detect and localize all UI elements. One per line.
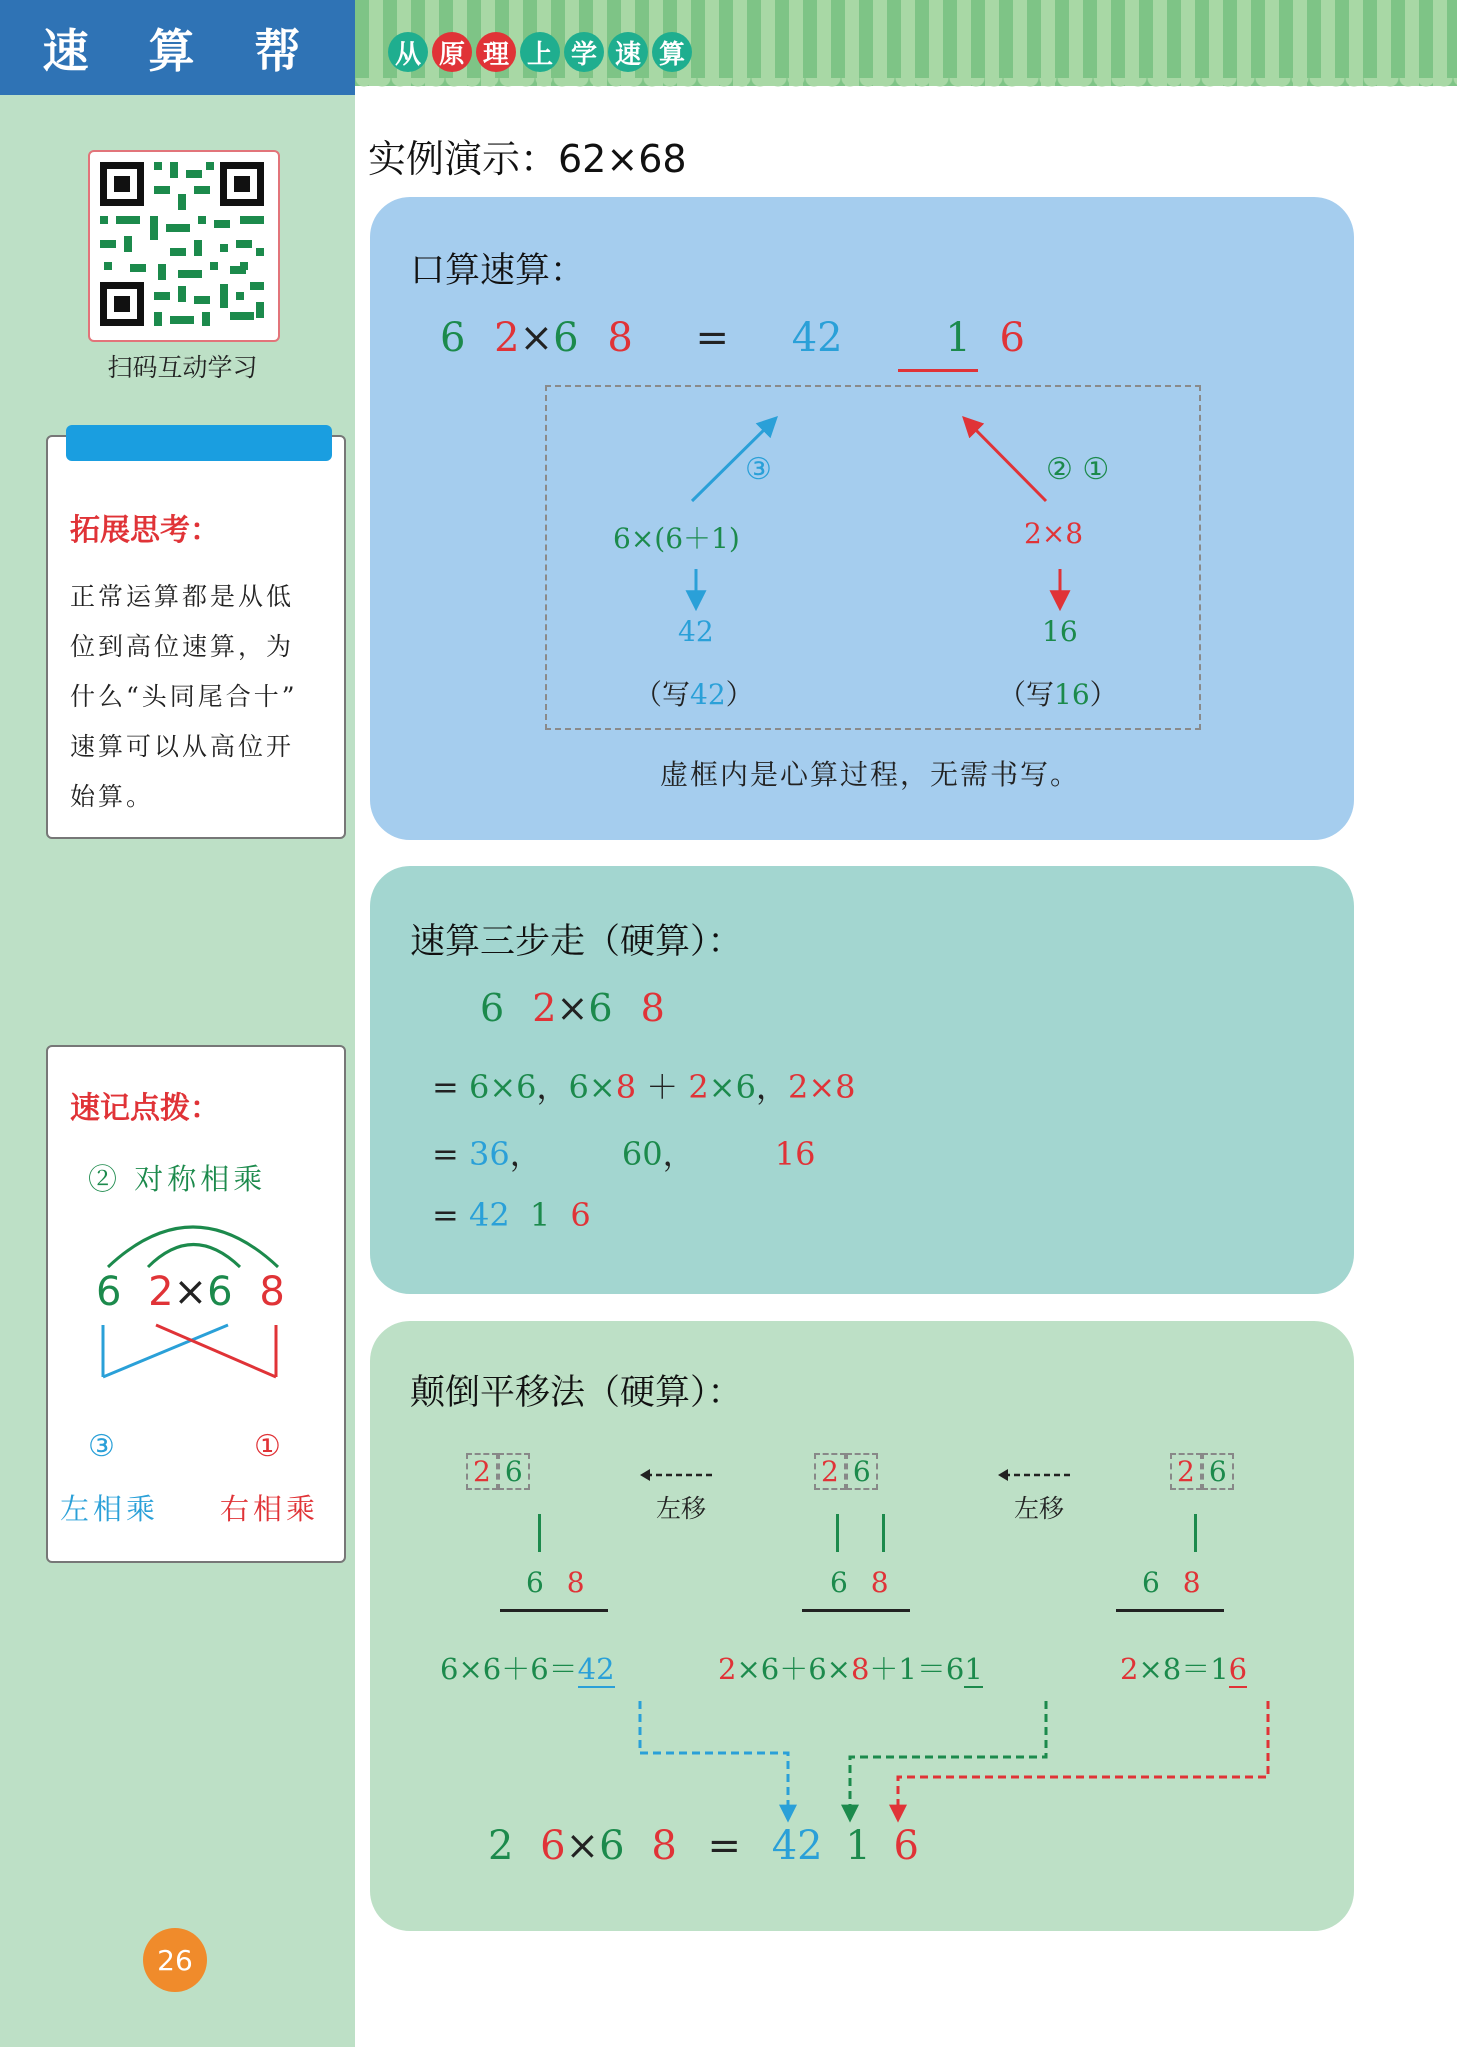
calc-part: 8 — [850, 1652, 870, 1686]
write-open: （写 — [998, 678, 1055, 711]
times-sign: × — [565, 1823, 600, 1869]
right-expr — [1024, 517, 1083, 550]
partial: 2 — [688, 1068, 709, 1106]
sep: ， — [662, 1135, 695, 1173]
equals-sign: = — [695, 315, 729, 361]
expand-title: 拓展思考： — [70, 513, 220, 548]
calc-result: 6 — [1228, 1652, 1248, 1686]
header-chip: 上 — [520, 32, 560, 72]
calc-part: 2 — [1120, 1652, 1139, 1686]
equals-sign: = — [432, 1135, 459, 1173]
expand-line: 始算。 — [70, 782, 155, 811]
panel-title: 口算速算： — [410, 251, 586, 291]
step-circle3: ③ — [745, 452, 772, 487]
value: 6 — [570, 1196, 591, 1234]
write-value: 42 — [690, 678, 726, 711]
tip-digit: 2 — [148, 1269, 174, 1315]
mental-arrows — [370, 197, 1354, 840]
result-high: 42 — [771, 1823, 823, 1869]
header-scallop — [355, 78, 1457, 96]
result-digit: 6 — [999, 315, 1025, 361]
partial: 6×6 — [468, 1068, 537, 1106]
times-sign: × — [519, 315, 554, 361]
step-circles — [1046, 452, 1109, 487]
tip-right-label: 右相乘 — [220, 1492, 320, 1526]
steps-row3 — [432, 1196, 591, 1234]
tip-left-label: 左相乘 — [60, 1492, 160, 1526]
equals-sign: = — [707, 1823, 741, 1869]
result-digit: 1 — [845, 1823, 871, 1869]
digit: 6 — [588, 986, 613, 1030]
card-tab — [66, 425, 332, 461]
calc-result: 1 — [964, 1652, 983, 1686]
final-equation — [488, 1823, 919, 1869]
result-digit: 6 — [893, 1823, 919, 1869]
write-close: ） — [725, 678, 754, 711]
digit: 8 — [651, 1823, 677, 1869]
header-chips — [388, 32, 692, 72]
digit: 2 — [532, 986, 557, 1030]
shift-digit: 6 — [526, 1566, 544, 1599]
left-result: 42 — [678, 615, 714, 648]
right-expr-text: 2×8 — [1024, 517, 1084, 550]
tip-digit: 8 — [259, 1269, 285, 1315]
qr-label: 扫码互动学习 — [107, 353, 258, 382]
value: 1 — [529, 1196, 551, 1234]
tip-expr — [96, 1269, 285, 1315]
equals-sign: = — [432, 1068, 459, 1106]
brand-title: 速 算 帮 — [0, 0, 355, 95]
sep: ， — [536, 1068, 569, 1106]
value: 60 — [621, 1135, 663, 1173]
value: 42 — [468, 1196, 510, 1234]
page-number: 26 — [143, 1928, 207, 1992]
value: 36 — [468, 1135, 510, 1173]
partial: ×6 — [708, 1068, 756, 1106]
expand-line: 速算可以从高位开 — [70, 732, 295, 761]
header-chip: 速 — [608, 32, 648, 72]
partial: 6× — [568, 1068, 616, 1106]
shift-label: 左移 — [656, 1494, 707, 1523]
write-open: （写 — [634, 678, 691, 711]
expand-line: 什么“头同尾合十” — [70, 682, 298, 711]
times-sign: × — [556, 986, 589, 1030]
digit: 8 — [640, 986, 665, 1030]
panel-title: 颠倒平移法（硬算）： — [410, 1373, 743, 1413]
header-chip: 理 — [476, 32, 516, 72]
header-chip: 算 — [652, 32, 692, 72]
panel-three-steps — [370, 866, 1354, 1294]
qr-code-icon — [90, 152, 274, 336]
write-close: ） — [1089, 678, 1118, 711]
digit: 2 — [494, 315, 520, 361]
panel-title: 速算三步走（硬算）： — [410, 922, 743, 962]
expand-line: 正常运算都是从低 — [70, 582, 295, 611]
right-write — [998, 673, 1118, 713]
shift-digit: 2 — [1170, 1453, 1202, 1490]
step-circle2: ② ① — [1046, 452, 1110, 487]
plus-sign: ＋ — [646, 1068, 679, 1106]
shift-digit: 6 — [1202, 1453, 1234, 1490]
expand-line: 位到高位速算，为 — [70, 632, 295, 661]
tip-circle3: ③ — [88, 1429, 115, 1464]
qr-code[interactable] — [88, 150, 280, 342]
digit: 8 — [607, 315, 633, 361]
digit: 6 — [440, 315, 466, 361]
calc-part: ×6＋6× — [736, 1652, 851, 1686]
calc-part: 2 — [718, 1652, 737, 1686]
partial: 8 — [615, 1068, 637, 1106]
calc-part: ＋1＝6 — [869, 1652, 965, 1686]
shift-digit: 8 — [870, 1566, 889, 1599]
steps-row1 — [432, 1062, 856, 1108]
tip-digit: 6 — [207, 1269, 233, 1315]
expand-text — [70, 572, 298, 822]
steps-row0 — [480, 986, 665, 1030]
shift-digit: 6 — [830, 1566, 848, 1599]
digit: 6 — [599, 1823, 625, 1869]
equals-sign: = — [432, 1196, 459, 1234]
digit: 6 — [553, 315, 579, 361]
shift-label: 左移 — [1014, 1494, 1065, 1523]
shift-digit: 2 — [466, 1453, 498, 1490]
tip-card — [46, 1045, 346, 1563]
tip-circle1: ① — [254, 1429, 281, 1464]
shift-digit: 6 — [498, 1453, 530, 1490]
steps-row2 — [432, 1129, 816, 1175]
shift-digit: 8 — [1182, 1566, 1201, 1599]
header-chip: 学 — [564, 32, 604, 72]
header-chip: 原 — [432, 32, 472, 72]
calc-part: ×8＝1 — [1138, 1652, 1229, 1686]
shift-digit: 6 — [846, 1453, 878, 1490]
panel-oral — [370, 197, 1354, 840]
sep: ， — [755, 1068, 788, 1106]
result-digit: 1 — [945, 315, 971, 361]
page-title: 实例演示：62×68 — [368, 137, 687, 181]
result-high: 42 — [791, 315, 843, 361]
digit: 2 — [488, 1823, 514, 1869]
header-chip: 从 — [388, 32, 428, 72]
left-write — [634, 673, 754, 713]
partial: 2×8 — [787, 1068, 856, 1106]
sep: ， — [509, 1135, 542, 1173]
calc-result: 42 — [577, 1652, 615, 1686]
expand-card — [46, 435, 346, 839]
digit: 6 — [540, 1823, 566, 1869]
calc-expr: 6×6＋6＝ — [440, 1652, 578, 1686]
shift-digit: 2 — [814, 1453, 846, 1490]
write-value: 16 — [1054, 678, 1090, 711]
tip-step2: ② 对称相乘 — [88, 1162, 267, 1196]
tip-title: 速记点拨： — [70, 1091, 220, 1126]
left-expr: 6×(6＋1) — [613, 522, 740, 555]
panel-invert-shift — [370, 1321, 1354, 1931]
shift-digit: 6 — [1142, 1566, 1160, 1599]
right-result: 16 — [1042, 615, 1078, 648]
times-sign: × — [173, 1269, 208, 1315]
digit: 6 — [480, 986, 505, 1030]
tip-digit: 6 — [96, 1269, 122, 1315]
value: 16 — [774, 1135, 816, 1173]
mental-note: 虚框内是心算过程，无需书写。 — [660, 758, 1081, 791]
shift-digit: 8 — [566, 1566, 585, 1599]
